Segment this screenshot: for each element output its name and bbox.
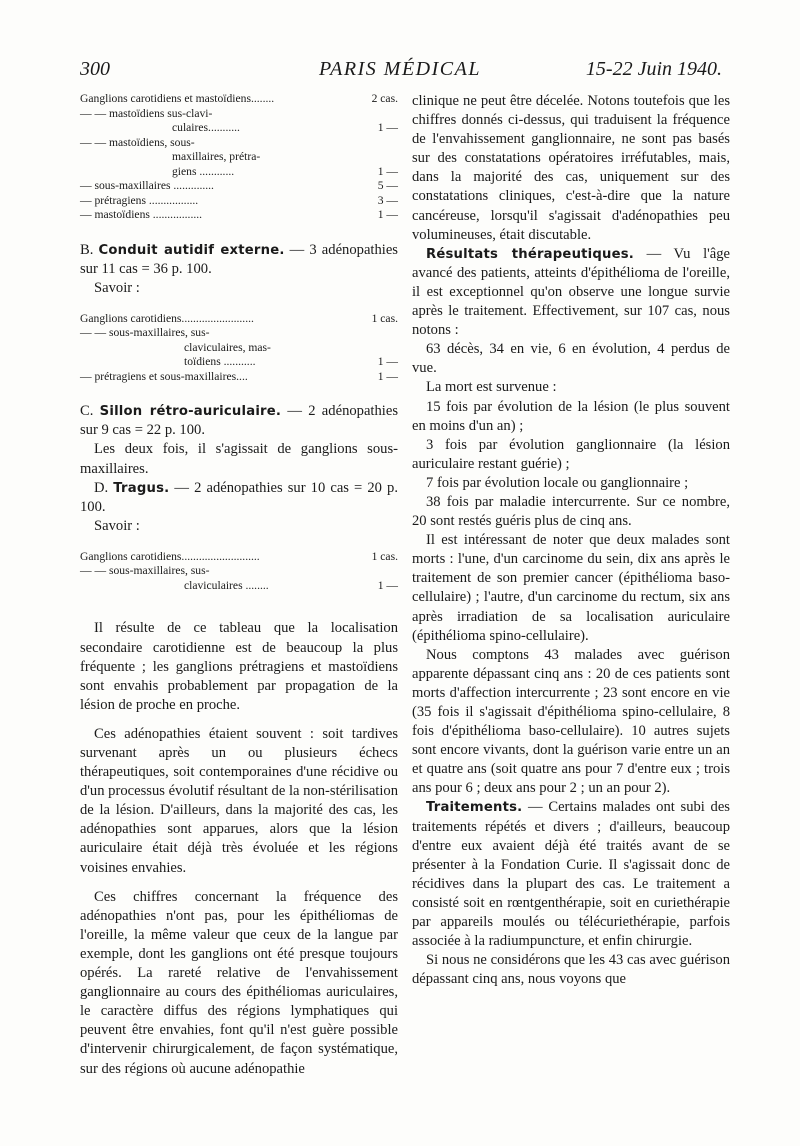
- paragraph: Nous comptons 43 malades avec guérison apparente dépassant cinq ans : 20 de ces patients sont morts d'affection intercurrente ; 23 sont encore en vie (35 fois il s'agissait d'épithélioma spino-cellulaire, 8 fois d'épithélioma baso-cellulaire). 10 autres sujets sont encore vivants, dont la guérison varie entre un an et quatre ans (soit quatre ans pour 7 d'entre eux ; trois ans pour 6 ; deux ans pour 2 ; un an pour 2).: [412, 646, 730, 797]
- table-row: Ganglions carotidiens et mastoïdiens........ 2 cas.: [80, 92, 398, 105]
- table-row: Ganglions carotidiens........................... 1 cas.: [80, 549, 398, 563]
- journal-title: PARIS MÉDICAL: [319, 58, 481, 80]
- death-item: 15 fois par évolution de la lésion (le plus souvent en moins d'un an) ;: [412, 398, 730, 434]
- treatments-heading: Traitements. — Certains malades ont subi des traitements répétés et divers ; d'ailleurs, beaucoup d'entre eux avaient déjà été traités avant de se présenter à la Fondation Curie. Il s'agissait donc de récidives dans la plupart des cas. Le traitement a consisté soit en rœntgenthérapie, soit en curiethérapie par appareils moulés ou télécuriethérapie, parfois associée à la radiumpuncture, et enfin chirurgie.: [412, 799, 730, 950]
- section-c-paragraph: Les deux fois, il s'agissait de ganglions sous-maxillaires.: [80, 441, 398, 477]
- issue-date: 15-22 Juin 1940.: [585, 58, 722, 80]
- paragraph: Si nous ne considérons que les 43 cas avec guérison dépassant cinq ans, nous voyons que: [412, 952, 730, 988]
- paragraph: Il résulte de ce tableau que la localisation secondaire carotidienne est de beaucoup la plus fréquente ; les ganglions prétragiens et mastoïdiens sont envahis probablement par propagation de la lésion de proche en proche.: [80, 620, 398, 713]
- table-conduit-preamble: [80, 92, 398, 223]
- table-row: toïdiens ........... 1 —: [184, 355, 398, 369]
- results-heading: Résultats thérapeutiques. — Vu l'âge avancé des patients, atteints d'épithélioma de l'oreille, il est exceptionnel qu'on observe une longue survie après le traitement. Effectivement, sur 107 cas, nous notons :: [412, 245, 730, 339]
- table-section-b: [80, 312, 398, 385]
- table-row: claviculaires, mas-: [184, 340, 271, 354]
- death-item: 38 fois par maladie intercurrente. Sur ce nombre, 20 sont restés guéris plus de cinq ans.: [412, 493, 730, 530]
- table-row: Ganglions carotidiens......................... 1 cas.: [80, 311, 398, 325]
- table-row: maxillaires, prétra-: [172, 150, 261, 163]
- death-item: 7 fois par évolution locale ou ganglionnaire ;: [426, 474, 689, 491]
- page-number: 300: [80, 58, 110, 80]
- table-row: — prétragiens et sous-maxillaires.... 1 —: [80, 369, 398, 383]
- table-row: culaires........... 1 —: [172, 121, 398, 134]
- table-row: — mastoïdiens ................. 1 —: [80, 208, 398, 221]
- section-b-heading: B. Conduit autidif externe. — 3 adénopathies sur 11 cas = 36 p. 100.: [80, 241, 398, 277]
- right-column: [412, 92, 730, 989]
- table-row: — sous-maxillaires .............. 5 —: [80, 179, 398, 192]
- table-row: — — mastoïdiens sus-clavi-: [80, 106, 213, 120]
- results-stats: 63 décès, 34 en vie, 6 en évolution, 4 perdus de vue.: [412, 341, 730, 377]
- left-column: [80, 92, 398, 1079]
- section-d-heading: D. Tragus. — 2 adénopathies sur 10 cas = 20 p. 100.: [80, 479, 398, 515]
- table-row: claviculaires ........ 1 —: [184, 578, 398, 592]
- section-d-savoir: Savoir :: [94, 517, 140, 534]
- paragraph: Ces chiffres concernant la fréquence des adénopathies n'ont pas, pour les épithéliomas de l'oreille, la même valeur que ceux de la langue par exemple, dont les ganglions ont été presque toujours opérés. La rareté relative de l'envahissement ganglionnaire au cours des épithéliomas auriculaires, le caractère diffus des régions lymphatiques qui peuvent être envahies, font qu'il n'est guère possible d'intervenir chirurgicalement, de façon systématique, sur des régions où aucune adénopathie: [80, 888, 398, 1077]
- paragraph: Ces adénopathies étaient souvent : soit tardives survenant après un ou plusieurs échecs thérapeutiques, soit contemporaines d'une récidive ou d'un processus évolutif résultant de la non-stérilisation de la lésion. D'ailleurs, dans la majorité des cas, les adénopathies sont apparues, alors que la lésion auriculaire était déjà très évoluée et les régions voisines envahies.: [80, 725, 398, 876]
- paragraph: clinique ne peut être décelée. Notons toutefois que les chiffres donnés ci-dessus, qui traduisent la fréquence de l'envahissement ganglionnaire, ne sont pas basés sur des constatations opératoires irréfutables, mais, dans la majorité des cas, uniquement sur des constatations cliniques, c'est-à-dire que la nature cancéreuse, lorsqu'il s'agissait d'adénopathies peu volumineuses, était discutable.: [412, 93, 730, 243]
- table-row: — — sous-maxillaires, sus-: [80, 326, 210, 340]
- death-item: 3 fois par évolution ganglionnaire (la lésion auriculaire restant guérie) ;: [412, 436, 730, 472]
- section-b-savoir: Savoir :: [94, 279, 140, 296]
- section-c-heading: C. Sillon rétro-auriculaire. — 2 adénopathies sur 9 cas = 22 p. 100.: [80, 403, 398, 439]
- death-intro: La mort est survenue :: [426, 379, 557, 396]
- table-row: — — sous-maxillaires, sus-: [80, 564, 210, 578]
- paragraph: Il est intéressant de noter que deux malades sont morts : l'une, d'un carcinome du sein, dix ans après le traitement de son premier cancer (épithélioma baso-cellulaire) ; l'autre, d'un carcinome du rectum, six ans après irradiation de sa localisation auriculaire (épithélioma spino-cellulaire).: [412, 532, 730, 644]
- table-row: — prétragiens ................. 3 —: [80, 193, 398, 207]
- table-row: giens ............ 1 —: [172, 164, 398, 178]
- table-row: — — mastoïdiens, sous-: [80, 135, 195, 149]
- page-header: [0, 58, 800, 86]
- table-section-d: [80, 550, 398, 594]
